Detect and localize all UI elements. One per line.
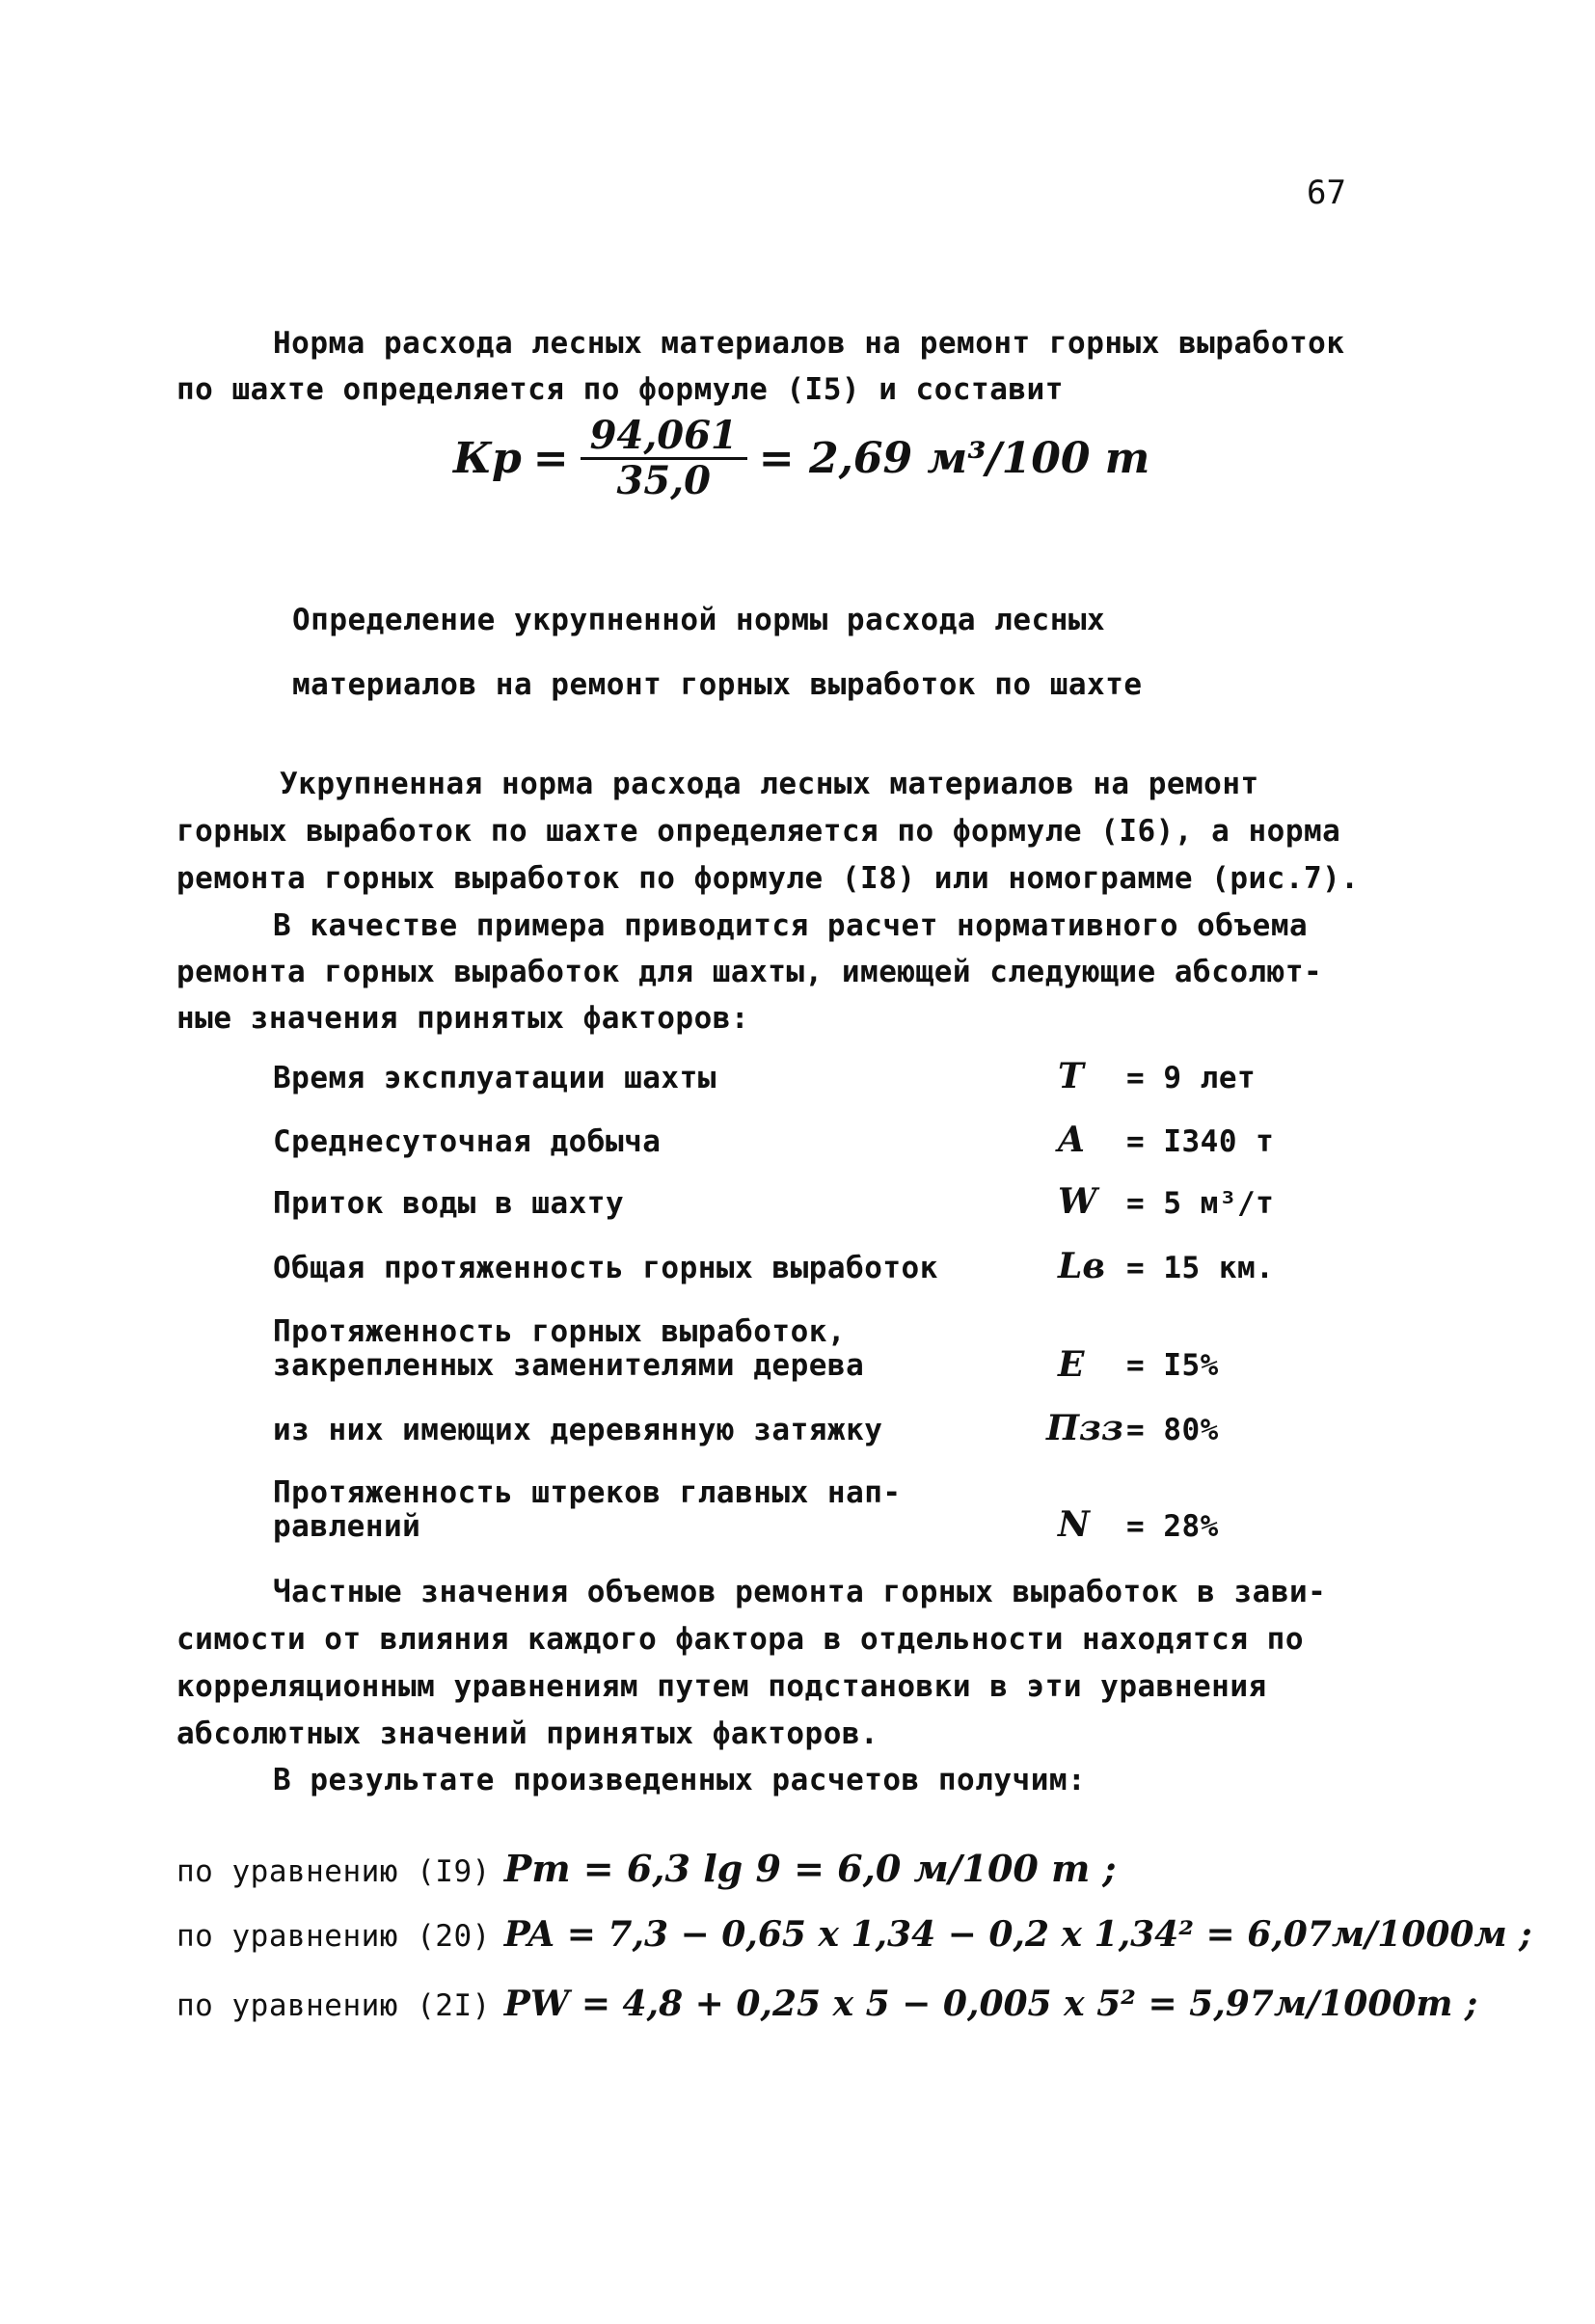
equation-formula: PW = 4,8 + 0,25 х 5 − 0,005 х 5² = 5,97м/1000т ; xyxy=(503,1984,1478,2024)
heading-line-2: материалов на ремонт горных выработок по шахте xyxy=(292,667,1143,702)
factor-symbol: N xyxy=(1058,1504,1090,1545)
para2-line-4: абсолютных значений принятых факторов. xyxy=(176,1716,879,1751)
factor-value: = I340 т xyxy=(1126,1124,1275,1159)
factor-value: = 28% xyxy=(1126,1509,1219,1544)
factor-value: = 9 лет xyxy=(1126,1061,1257,1095)
factor-symbol: A xyxy=(1058,1120,1085,1160)
equation-row xyxy=(176,1984,1477,2024)
factor-value: = 5 м³/т xyxy=(1126,1186,1275,1221)
intro-line-2: по шахте определяется по формуле (I5) и составит xyxy=(176,372,1064,407)
equation-prefix: по уравнению (2I) xyxy=(176,1988,491,2023)
factor-value: = 80% xyxy=(1126,1413,1219,1447)
factor-symbol: Lв xyxy=(1058,1246,1105,1286)
para1-line-5: ремонта горных выработок для шахты, имеющей следующие абсолют- xyxy=(176,955,1323,989)
para2-line-2: симости от влияния каждого фактора в отдельности находятся по xyxy=(176,1622,1304,1657)
para1-line-3: ремонта горных выработок по формуле (I8) или номограмме (рис.7). xyxy=(176,861,1360,896)
formula-equals: = xyxy=(532,434,569,483)
formula-fraction xyxy=(581,415,747,502)
factor-symbol: T xyxy=(1058,1056,1084,1096)
equation-formula: Pт = 6,3 lg 9 = 6,0 м/100 т ; xyxy=(503,1847,1117,1890)
page-number: 67 xyxy=(1307,174,1346,212)
factor-label: из них имеющих деревянную затяжку xyxy=(273,1413,883,1447)
factor-label-cont: равлений xyxy=(273,1509,421,1544)
factor-label: Протяженность штреков главных нап- xyxy=(273,1475,902,1510)
intro-line-1: Норма расхода лесных материалов на ремонт горных выработок xyxy=(273,326,1345,361)
formula-main xyxy=(453,415,1149,502)
factor-label: Время эксплуатации шахты xyxy=(273,1061,716,1095)
formula-numerator: 94,061 xyxy=(581,415,747,460)
para1-line-1 xyxy=(280,767,1403,801)
equation-prefix: по уравнению (20) xyxy=(176,1919,491,1954)
para2-line-5: В результате произведенных расчетов получим: xyxy=(273,1763,1087,1797)
factor-value: = I5% xyxy=(1126,1348,1219,1383)
equation-row xyxy=(176,1914,1532,1955)
para1-line-4: В качестве примера приводится расчет нормативного объема xyxy=(273,908,1309,943)
para2-line-3: корреляционным уравнениям путем подстановки в эти уравнения xyxy=(176,1669,1267,1704)
factor-symbol: Пзз xyxy=(1046,1408,1123,1448)
factor-value: = 15 км. xyxy=(1126,1251,1275,1285)
factor-label-cont: закрепленных заменителями дерева xyxy=(273,1348,865,1383)
equation-formula: PA = 7,3 − 0,65 х 1,34 − 0,2 х 1,34² = 6,07м/1000м ; xyxy=(503,1914,1532,1955)
formula-result: = 2,69 м³/100 т xyxy=(758,434,1150,483)
factor-label: Общая протяженность горных выработок xyxy=(273,1251,938,1285)
factor-label: Среднесуточная добыча xyxy=(273,1124,662,1159)
formula-denominator: 35,0 xyxy=(616,458,711,503)
factor-label: Протяженность горных выработок, xyxy=(273,1314,847,1349)
para2-line-1: Частные значения объемов ремонта горных выработок в зави- xyxy=(273,1575,1327,1609)
equation-row xyxy=(176,1847,1117,1890)
factor-symbol: E xyxy=(1058,1344,1085,1385)
para1-line-6: ные значения принятых факторов: xyxy=(176,1001,750,1036)
factor-label: Приток воды в шахту xyxy=(273,1186,625,1221)
para1-line-1-text: Укрупненная норма расхода лесных материалов на ремонт xyxy=(280,767,1259,801)
formula-lhs: Кр xyxy=(453,434,522,483)
heading-line-1: Определение укрупненной нормы расхода лесных xyxy=(292,603,1106,637)
para1-line-2: горных выработок по шахте определяется по формуле (I6), а норма xyxy=(176,814,1341,849)
factor-symbol: W xyxy=(1058,1181,1097,1222)
equation-prefix: по уравнению (I9) xyxy=(176,1854,491,1889)
